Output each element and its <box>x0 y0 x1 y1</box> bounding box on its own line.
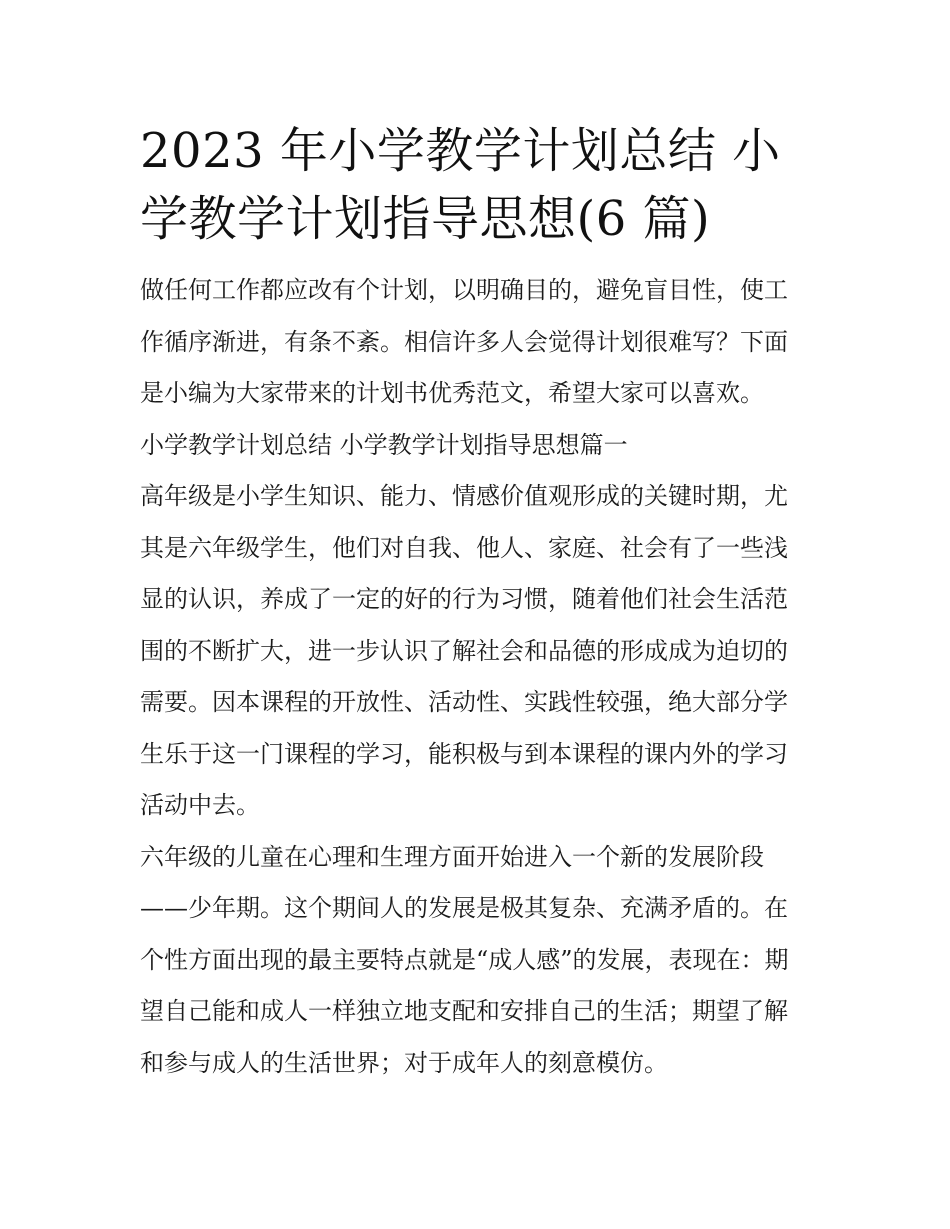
paragraph-line: 需要。因本课程的开放性、活动性、实践性较强，绝大部分学 <box>140 688 788 716</box>
paragraph-line: 显的认识，养成了一定的好的行为习惯，随着他们社会生活范 <box>140 585 788 613</box>
paragraph-line: 六年级的儿童在心理和生理方面开始进入一个新的发展阶段 <box>140 842 764 871</box>
paragraph-line: 生乐于这一门课程的学习，能积极与到本课程的课内外的学习 <box>140 739 788 768</box>
document-body <box>140 265 812 1089</box>
intro-line: 作循序渐进，有条不紊。相信许多人会觉得计划很难写？下面 <box>140 327 788 356</box>
paragraph-line: 围的不断扩大，进一步认识了解社会和品德的形成成为迫切的 <box>140 636 788 665</box>
paragraph-line: 活动中去。 <box>140 791 260 819</box>
paragraph-line: ——少年期。这个期间人的发展是极其复杂、充满矛盾的。在 <box>140 894 788 922</box>
paragraph-line: 望自己能和成人一样独立地支配和安排自己的生活；期望了解 <box>140 997 788 1025</box>
document-content <box>140 117 812 1089</box>
paragraph-line: 其是六年级学生，他们对自我、他人、家庭、社会有了一些浅 <box>140 533 788 562</box>
document-title <box>140 117 812 253</box>
intro-paragraph <box>140 265 812 420</box>
intro-line: 做任何工作都应改有个计划，以明确目的，避免盲目性，使工 <box>140 276 788 304</box>
paragraph-line: 个性方面出现的最主要特点就是“成人感”的发展，表现在：期 <box>140 945 789 974</box>
paragraph-one <box>140 471 812 832</box>
section-heading: 小学教学计划总结 小学教学计划指导思想篇一 <box>140 430 628 459</box>
paragraph-two <box>140 832 812 1090</box>
paragraph-line: 和参与成人的生活世界；对于成年人的刻意模仿。 <box>140 1048 668 1077</box>
intro-line: 是小编为大家带来的计划书优秀范文，希望大家可以喜欢。 <box>140 379 764 407</box>
title-line: 学教学计划指导思想(6 篇) <box>140 191 711 247</box>
title-line: 2023 年小学教学计划总结 小 <box>140 123 781 179</box>
paragraph-line: 高年级是小学生知识、能力、情感价值观形成的关键时期，尤 <box>140 482 788 510</box>
